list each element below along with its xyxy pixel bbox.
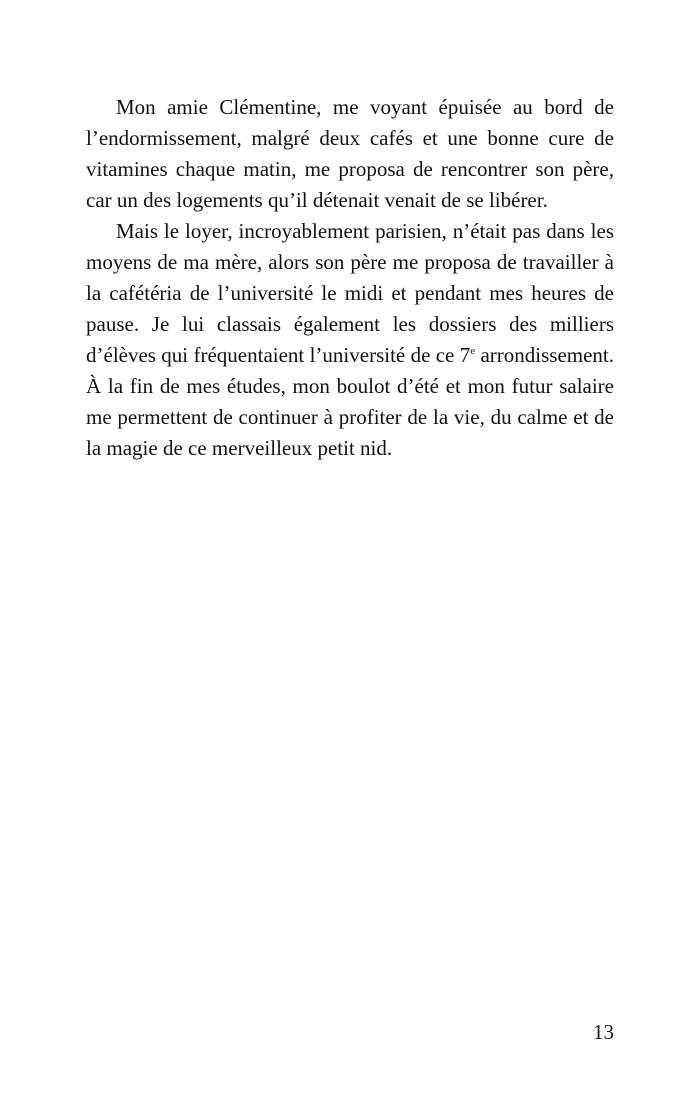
page-number: 13 bbox=[593, 1020, 614, 1044]
body-text bbox=[86, 92, 614, 464]
ordinal-superscript: e bbox=[470, 345, 476, 357]
paragraph bbox=[86, 216, 614, 464]
paragraph-text: arrondissement. À la fin de mes études, mon boulot d’été et mon futur salaire me permettent de continuer à profiter de la vie, du calme et de la magie de ce merveilleux petit nid. bbox=[86, 343, 615, 460]
paragraph-text: Mais le loyer, incroyablement parisien, n’était pas dans les moyens de ma mère, alors son père me proposa de travailler à la cafétéria de l’université le midi et pendant mes heures de pause. Je lui classais également les dossiers des milliers d’élèves qui fréquentaient l’université de ce 7 bbox=[86, 219, 614, 367]
paragraph: Mon amie Clémentine, me voyant épuisée au bord de l’endormissement, malgré deux cafés et une bonne cure de vitamines chaque matin, me proposa de rencontrer son père, car un des logements qu’il détenait venait de se libérer. bbox=[86, 95, 614, 212]
